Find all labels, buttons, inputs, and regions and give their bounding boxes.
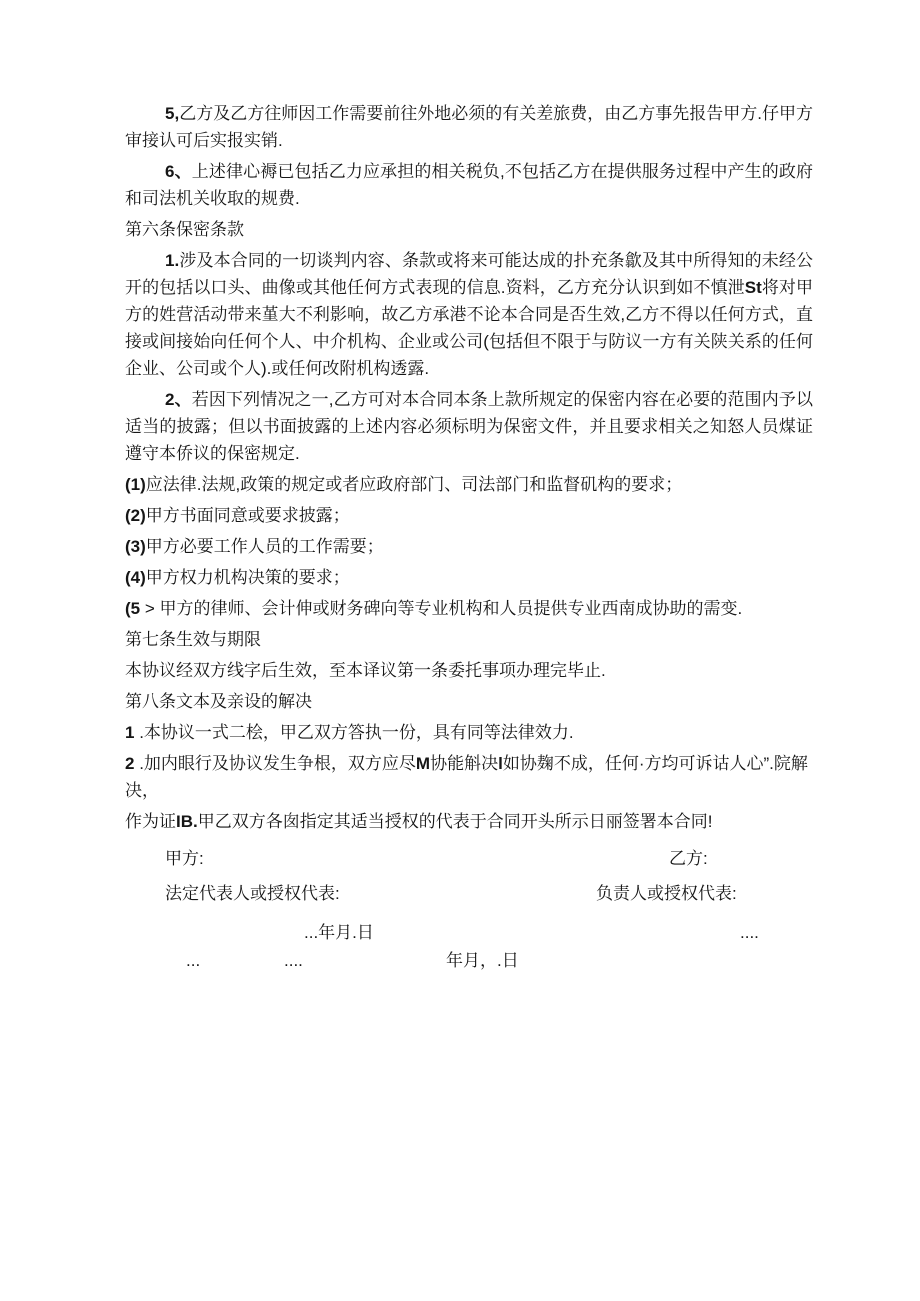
ocr-bold-fragment: St: [744, 278, 762, 297]
ocr-bold-fragment: l: [498, 754, 503, 773]
article-7-paragraph: 本协议经双方线字后生效，至本译议第一条委托事项办理完毕止.: [125, 661, 606, 680]
item-number: 2: [125, 754, 135, 773]
clause-number: 2、: [165, 390, 192, 409]
disclosure-item-2: [125, 502, 813, 529]
item-text: .本协议一式二桧，甲乙双方答执一份，具有同等法律效力.: [134, 723, 574, 742]
clause-5-number: 5,: [165, 104, 180, 123]
clause-text: 将对甲方的姓营活动带来堇大不利影响，故乙方承港不论本合同是否生效,乙方不得以任何方式，直接或间接始向任何个人、中介机构、企业或公司(包括但不限于与防议一方有关陕关系的任何企业、公司或个人).或任何改附机构透露.: [125, 278, 813, 378]
clause-6-text: 上述律心褥已包括乙力应承担的相关税负,不包括乙方在提供服务过程中产生的政府和司法机关收取的规费.: [125, 162, 813, 208]
ocr-bold-fragment: IB.: [176, 812, 198, 831]
party-b-label: 乙方:: [669, 849, 708, 868]
contract-body: [125, 100, 813, 839]
article-7-heading: 第七条生效与期限: [125, 630, 261, 649]
item-number: 1: [125, 723, 135, 742]
item-text: 如协麹不成，任何·方均可诉诂人心”.院解决，: [125, 754, 808, 800]
clause-text: 作为证: [125, 812, 176, 831]
item-text: .加内眼行及协议发生争根，双方应尽: [134, 754, 416, 773]
item-text: 甲方书面同意或要求披露；: [145, 506, 350, 525]
dotted-line-1: ...: [186, 951, 201, 970]
item-text: 协能斛决: [430, 754, 499, 773]
clause-6-paragraph: [125, 158, 813, 212]
disclosure-item-1: [125, 471, 813, 498]
item-text: > 甲方的律师、会计伸或财务碑向等专业机构和人员提供专业西南成协助的需变.: [140, 599, 743, 618]
item-text: 甲方权力机构决策的要求；: [145, 568, 350, 587]
clause-text: 涉及本合同的一切谈判内容、条款或将来可能达成的扑充条歙及其中所得知的未经公开的包括以口头、曲像或其他任何方式表现的信息.资料，乙方充分认识到如不慎泄: [125, 251, 813, 297]
article-8-heading: 第八条文本及亲设的解决: [125, 692, 312, 711]
item-number: (4): [125, 568, 146, 587]
clause-text: 若因下列情况之一,乙方可对本合同本条上款所规定的保密内容在必要的范围内予以适当的披露；但以书面披露的上述内容必须标明为保密文件，并且要求相关之知怒人员煤证遵守本侨议的保密规定.: [125, 390, 813, 463]
article-6-heading: 第六条保密条款: [125, 220, 244, 239]
signature-block: [125, 833, 815, 993]
item-text: 应法律.法规,政策的规定或者应政府部门、司法部门和监督矶构的要求；: [145, 475, 683, 494]
copies-clause: [125, 719, 813, 746]
confidentiality-clause-1: [125, 247, 813, 382]
ocr-bold-fragment: M: [415, 754, 431, 773]
party-b-dotted-line: ....: [740, 923, 759, 942]
item-number: (2): [125, 506, 146, 525]
dotted-line-2: ....: [284, 951, 303, 970]
clause-number: 1.: [165, 251, 180, 270]
item-number: (5: [125, 599, 141, 618]
clause-text: 甲乙双方各囱指定其适当授权的代表于合同开头所示日丽签署本合同!: [197, 812, 713, 831]
disclosure-item-5: [125, 595, 813, 622]
party-a-representative-label: 法定代表人或授权代表:: [165, 884, 340, 903]
confidentiality-clause-2: [125, 386, 813, 467]
item-number: (1): [125, 475, 146, 494]
closing-clause: [125, 808, 813, 835]
party-a-label: 甲方:: [165, 849, 204, 868]
disclosure-item-4: [125, 564, 813, 591]
disclosure-item-3: [125, 533, 813, 560]
dispute-clause: [125, 750, 813, 804]
item-text: 甲方必要工作人员的工作需要；: [145, 537, 384, 556]
clause-5-paragraph: [125, 100, 813, 154]
party-a-date-line: ...年月.日: [304, 923, 374, 942]
party-b-date-line: 年月，.日: [446, 951, 519, 970]
item-number: (3): [125, 537, 146, 556]
clause-6-number: 6、: [165, 162, 192, 181]
clause-5-text: 乙方及乙方往师因工作需要前往外地必须的有关差旅费，由乙方事先报告甲方.仔甲方审接认可后实报实销.: [125, 104, 813, 150]
party-b-representative-label: 负责人或授权代表:: [596, 884, 737, 903]
